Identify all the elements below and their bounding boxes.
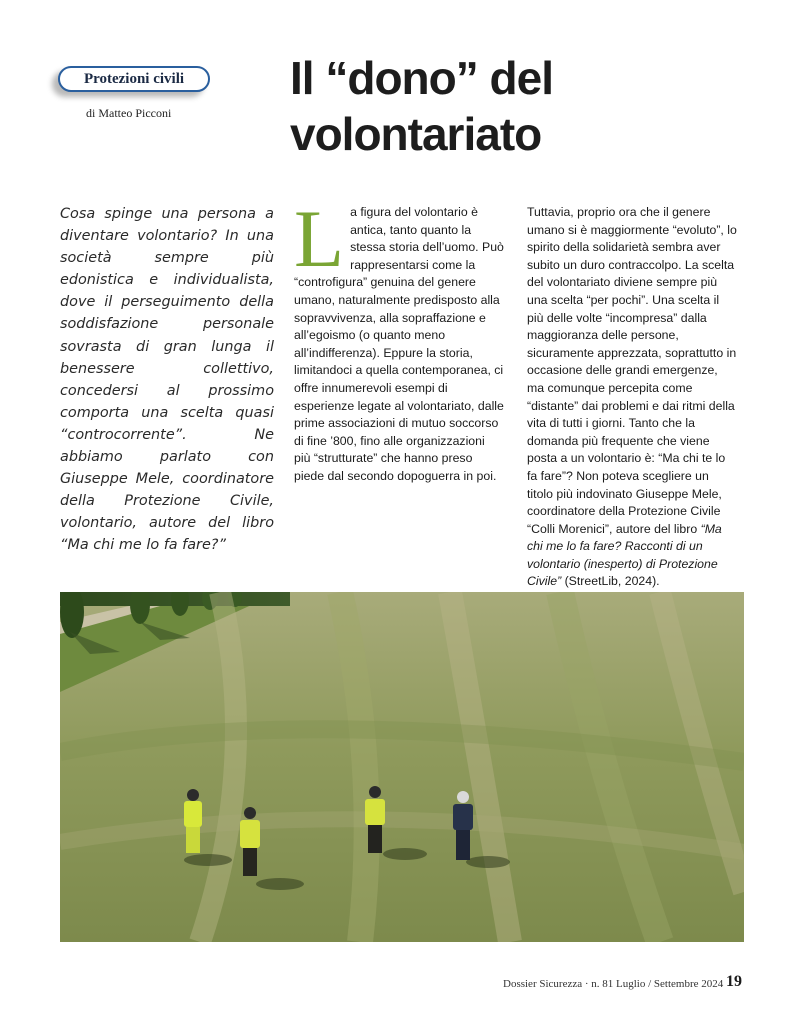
footer-magazine: Dossier Sicurezza · n. 81 Luglio / Settembre 2024 <box>503 978 724 990</box>
body-paragraph-1: a figura del volontario è antica, tanto quanto la stessa storia dell’uomo. Può rappresentarsi come la “controfigura” genuina del genere umano, naturalmente predisposto alla sopravvivenza, alla sopraffazione e all’egoismo (o quanto meno all’indifferenza). Eppure la storia, limitandoci a quella contemporanea, ci offre innumerevoli esempi di esperienze legate al volontariato, dalle prime associazioni di mutuo soccorso di fine ’800, fino alle organizzazioni più “strutturate” che hanno preso piede dal secondo dopoguerra in poi. <box>294 205 504 483</box>
section-tag: Protezioni civili <box>58 66 210 92</box>
headline-line-1: Il “dono” del <box>290 52 553 104</box>
body-paragraph-2 <box>527 204 737 591</box>
aerial-photo-volunteers <box>60 592 744 942</box>
page-number: 19 <box>726 973 742 990</box>
headline <box>290 50 760 162</box>
book-publisher: (StreetLib, 2024). <box>561 574 660 589</box>
headline-line-2: volontariato <box>290 108 542 160</box>
body-column-1 <box>294 193 504 486</box>
body-paragraph-2-text: Tuttavia, proprio ora che il genere umano si è maggiormente “evoluto”, lo spirito della solidarietà sembra aver subito un duro contraccolpo. La scelta del volontariato diviene sempre più una scelta “per pochi”. Una scelta il più delle volte “incompresa” dalla maggioranza delle persone, sicuramente apprezzata, soprattutto in occasione delle grandi emergenze, ma comunque percepita come “distante” dai problemi e dai ritmi della vita di tutti i giorni. Tanto che la domanda più frequente che viene posta a un volontario è: “Ma chi te lo fa fare”? Non poteva scegliere un titolo più indovinato Giuseppe Mele, coordinatore della Protezione Civile “Colli Morenici”, autore del libro <box>527 205 737 536</box>
book-title: “Ma chi me lo fa fare? Racconti di un volontario (inesperto) di Protezione Civile” <box>527 521 722 589</box>
drop-cap: L <box>294 193 345 284</box>
byline: di Matteo Picconi <box>86 106 172 120</box>
body-column-2 <box>527 204 737 591</box>
lead-paragraph: Cosa spinge una persona a diventare volontario? In una società sempre più edonistica e individualista, dove il perseguimento della soddisfazione personale sovrasta di gran lunga il benessere collettivo, concedersi al prossimo comporta una scelta quasi “controcorrente”. Ne abbiamo parlato con Giuseppe Mele, coordinatore della Protezione Civile, volontario, autore del libro “Ma chi me lo fa fare?” <box>60 206 274 554</box>
